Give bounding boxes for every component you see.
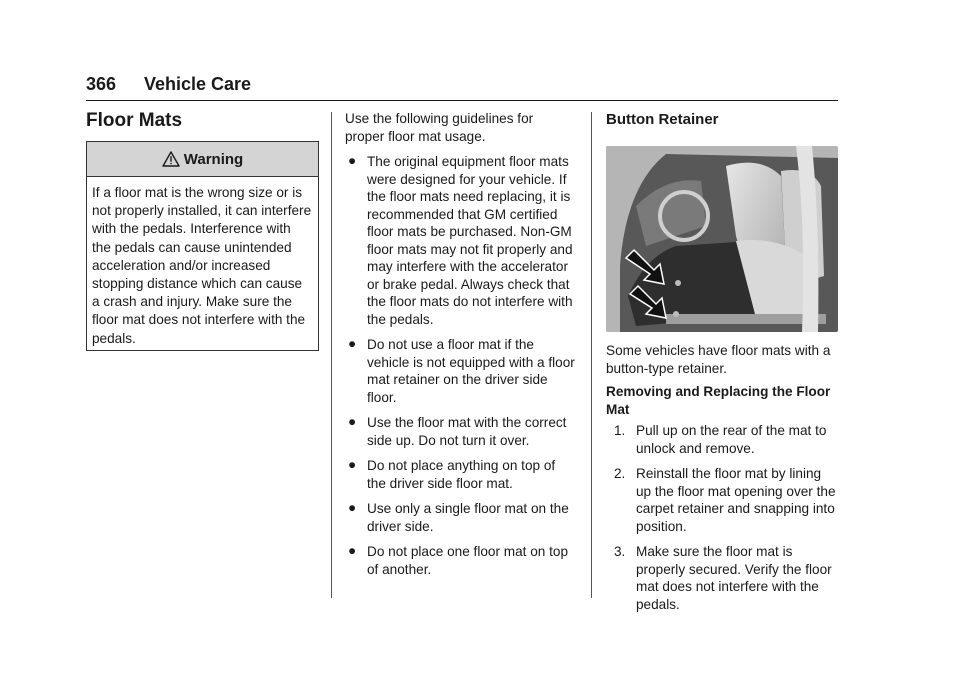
list-item-text: Use the floor mat with the correct side up. Do not turn it over. bbox=[367, 415, 567, 448]
header-title: Vehicle Care bbox=[144, 74, 252, 94]
step-text: Reinstall the floor mat by lining up the floor mat opening over the carpet retainer and snapping into position. bbox=[636, 466, 836, 534]
bullet-icon: ● bbox=[348, 457, 357, 472]
list-item-text: Do not use a floor mat if the vehicle is not equipped with a floor mat retainer on the driver side floor. bbox=[367, 337, 575, 405]
guidelines-list bbox=[345, 153, 575, 578]
procedure-steps bbox=[606, 422, 838, 613]
list-item-text: Do not place anything on top of the driver side floor mat. bbox=[367, 458, 556, 491]
step-text: Pull up on the rear of the mat to unlock and remove. bbox=[636, 423, 827, 456]
step-number: 2. bbox=[614, 466, 626, 481]
floor-mat-retainer-illustration bbox=[606, 146, 838, 332]
bullet-icon: ● bbox=[348, 543, 357, 558]
list-item bbox=[345, 500, 575, 535]
page-header bbox=[86, 70, 838, 101]
bullet-icon: ● bbox=[348, 153, 357, 168]
list-item bbox=[345, 336, 575, 406]
warning-box bbox=[86, 141, 319, 351]
column-divider bbox=[331, 112, 332, 598]
bullet-icon: ● bbox=[348, 336, 357, 351]
guidelines-column bbox=[345, 110, 575, 586]
step-number: 3. bbox=[614, 544, 626, 559]
step-text: Make sure the floor mat is properly secured. Verify the floor mat does not interfere with the pedals. bbox=[636, 544, 832, 612]
procedure-title: Removing and Replacing the Floor Mat bbox=[606, 384, 831, 417]
list-item-text: Do not place one floor mat on top of another. bbox=[367, 544, 569, 577]
warning-label: Warning bbox=[183, 150, 244, 168]
list-item-text: Use only a single floor mat on the driver side. bbox=[367, 501, 569, 534]
car-interior-image bbox=[606, 146, 838, 332]
guidelines-intro: Use the following guidelines for proper floor mat usage. bbox=[345, 111, 534, 144]
list-item bbox=[606, 465, 838, 535]
list-item bbox=[345, 457, 575, 492]
bullet-icon: ● bbox=[348, 500, 357, 515]
warning-triangle-icon bbox=[162, 151, 180, 167]
retainer-description: Some vehicles have floor mats with a button-type retainer. bbox=[606, 343, 831, 376]
list-item-text: The original equipment floor mats were designed for your vehicle. If the floor mats need replacing, it is recommended that GM certified floor mats be purchased. Non-GM floor mats may not fit properly and may interfere with the accelerator or brake pedal. Always check that the floor mats do not interfere with the pedals. bbox=[367, 154, 573, 327]
list-item bbox=[345, 543, 575, 578]
warning-text: If a floor mat is the wrong size or is not properly installed, it can interfere with the pedals. Interference with the pedals can cause unintended acceleration and/or increased stopping distance which can cause a crash and injury. Make sure the floor mat does not interfere with the pedals. bbox=[92, 185, 312, 346]
button-retainer-column bbox=[606, 110, 838, 621]
list-item bbox=[345, 153, 575, 328]
list-item bbox=[606, 422, 838, 457]
list-item bbox=[345, 414, 575, 449]
page-number: 366 bbox=[86, 74, 117, 94]
section-title: Floor Mats bbox=[86, 110, 183, 131]
warning-header bbox=[87, 142, 318, 177]
column-divider bbox=[591, 112, 592, 598]
subsection-title: Button Retainer bbox=[606, 111, 719, 128]
bullet-icon: ● bbox=[348, 414, 357, 429]
list-item bbox=[606, 543, 838, 613]
step-number: 1. bbox=[614, 423, 626, 438]
